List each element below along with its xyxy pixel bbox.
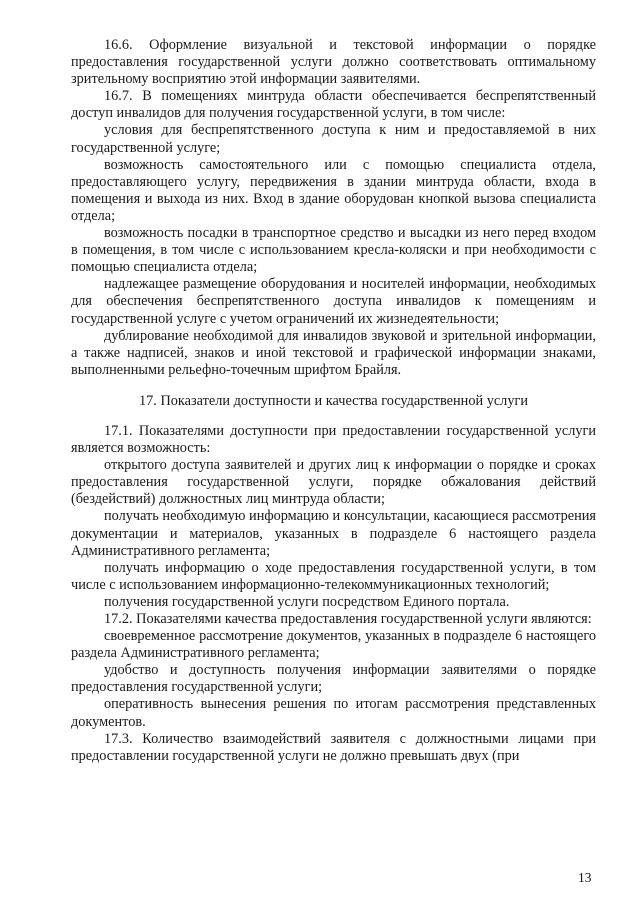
list-item: дублирование необходимой для инвалидов звуковой и зрительной информации, а также надписей, знаков и иной текстовой и графической информации знаками, выполненными рельефно-точечным шрифтом Брайля. — [71, 327, 596, 378]
paragraph-17-3: 17.3. Количество взаимодействий заявителя с должностными лицами при предоставлении государственной услуги не должно превышать двух (при — [71, 730, 596, 764]
list-item: открытого доступа заявителей и других лиц к информации о порядке и сроках предоставления государственной услуги, порядке обжалования действий (бездействий) должностных лиц минтруда области; — [71, 457, 596, 508]
paragraph-16-7: 16.7. В помещениях минтруда области обеспечивается беспрепятственный доступ инвалидов для получения государственной услуги, в том числе: — [71, 88, 596, 122]
list-item: условия для беспрепятственного доступа к ним и предоставляемой в них государственной услуге; — [71, 122, 596, 156]
paragraph-16-6: 16.6. Оформление визуальной и текстовой информации о порядке предоставления государственной услуги должно соответствовать оптимальному зрительному восприятию этой информации заявителями. — [71, 37, 596, 88]
list-item: надлежащее размещение оборудования и носителей информации, необходимых для обеспечения беспрепятственного доступа инвалидов к помещениям и государственной услуге с учетом ограничений их жизнедеятельности; — [71, 276, 596, 327]
section-heading: 17. Показатели доступности и качества государственной услуги — [139, 392, 528, 409]
list-item: получать информацию о ходе предоставления государственной услуги, в том числе с использованием информационно-телекоммуникационных технологий; — [71, 559, 596, 593]
list-item: удобство и доступность получения информации заявителями о порядке предоставления государственной услуги; — [71, 662, 596, 696]
page-number: 13 — [578, 870, 592, 885]
list-item: получения государственной услуги посредством Единого портала. — [104, 593, 510, 610]
paragraph-17-2: 17.2. Показателями качества предоставления государственной услуги являются: — [104, 611, 592, 627]
list-item: возможность самостоятельного или с помощью специалиста отдела, предоставляющего услугу, передвижения в здании минтруда области, входа в помещения и выхода из них. Вход в здание оборудован кнопкой вызова специалиста отдела; — [71, 156, 596, 224]
paragraph-17-1: 17.1. Показателями доступности при предоставлении государственной услуги является возможность: — [71, 422, 596, 457]
list-item: возможность посадки в транспортное средство и высадки из него перед входом в помещения, в том числе с использованием кресла-коляски и при необходимости с помощью специалиста отдела; — [71, 225, 596, 276]
list-item: получать необходимую информацию и консультации, касающиеся рассмотрения документации и материалов, указанных в подразделе 6 настоящего раздела Административного регламента; — [71, 508, 596, 559]
list-item: своевременное рассмотрение документов, указанных в подразделе 6 настоящего раздела Административного регламента; — [71, 628, 596, 662]
list-item: оперативность вынесения решения по итогам рассмотрения представленных документов. — [71, 696, 596, 730]
